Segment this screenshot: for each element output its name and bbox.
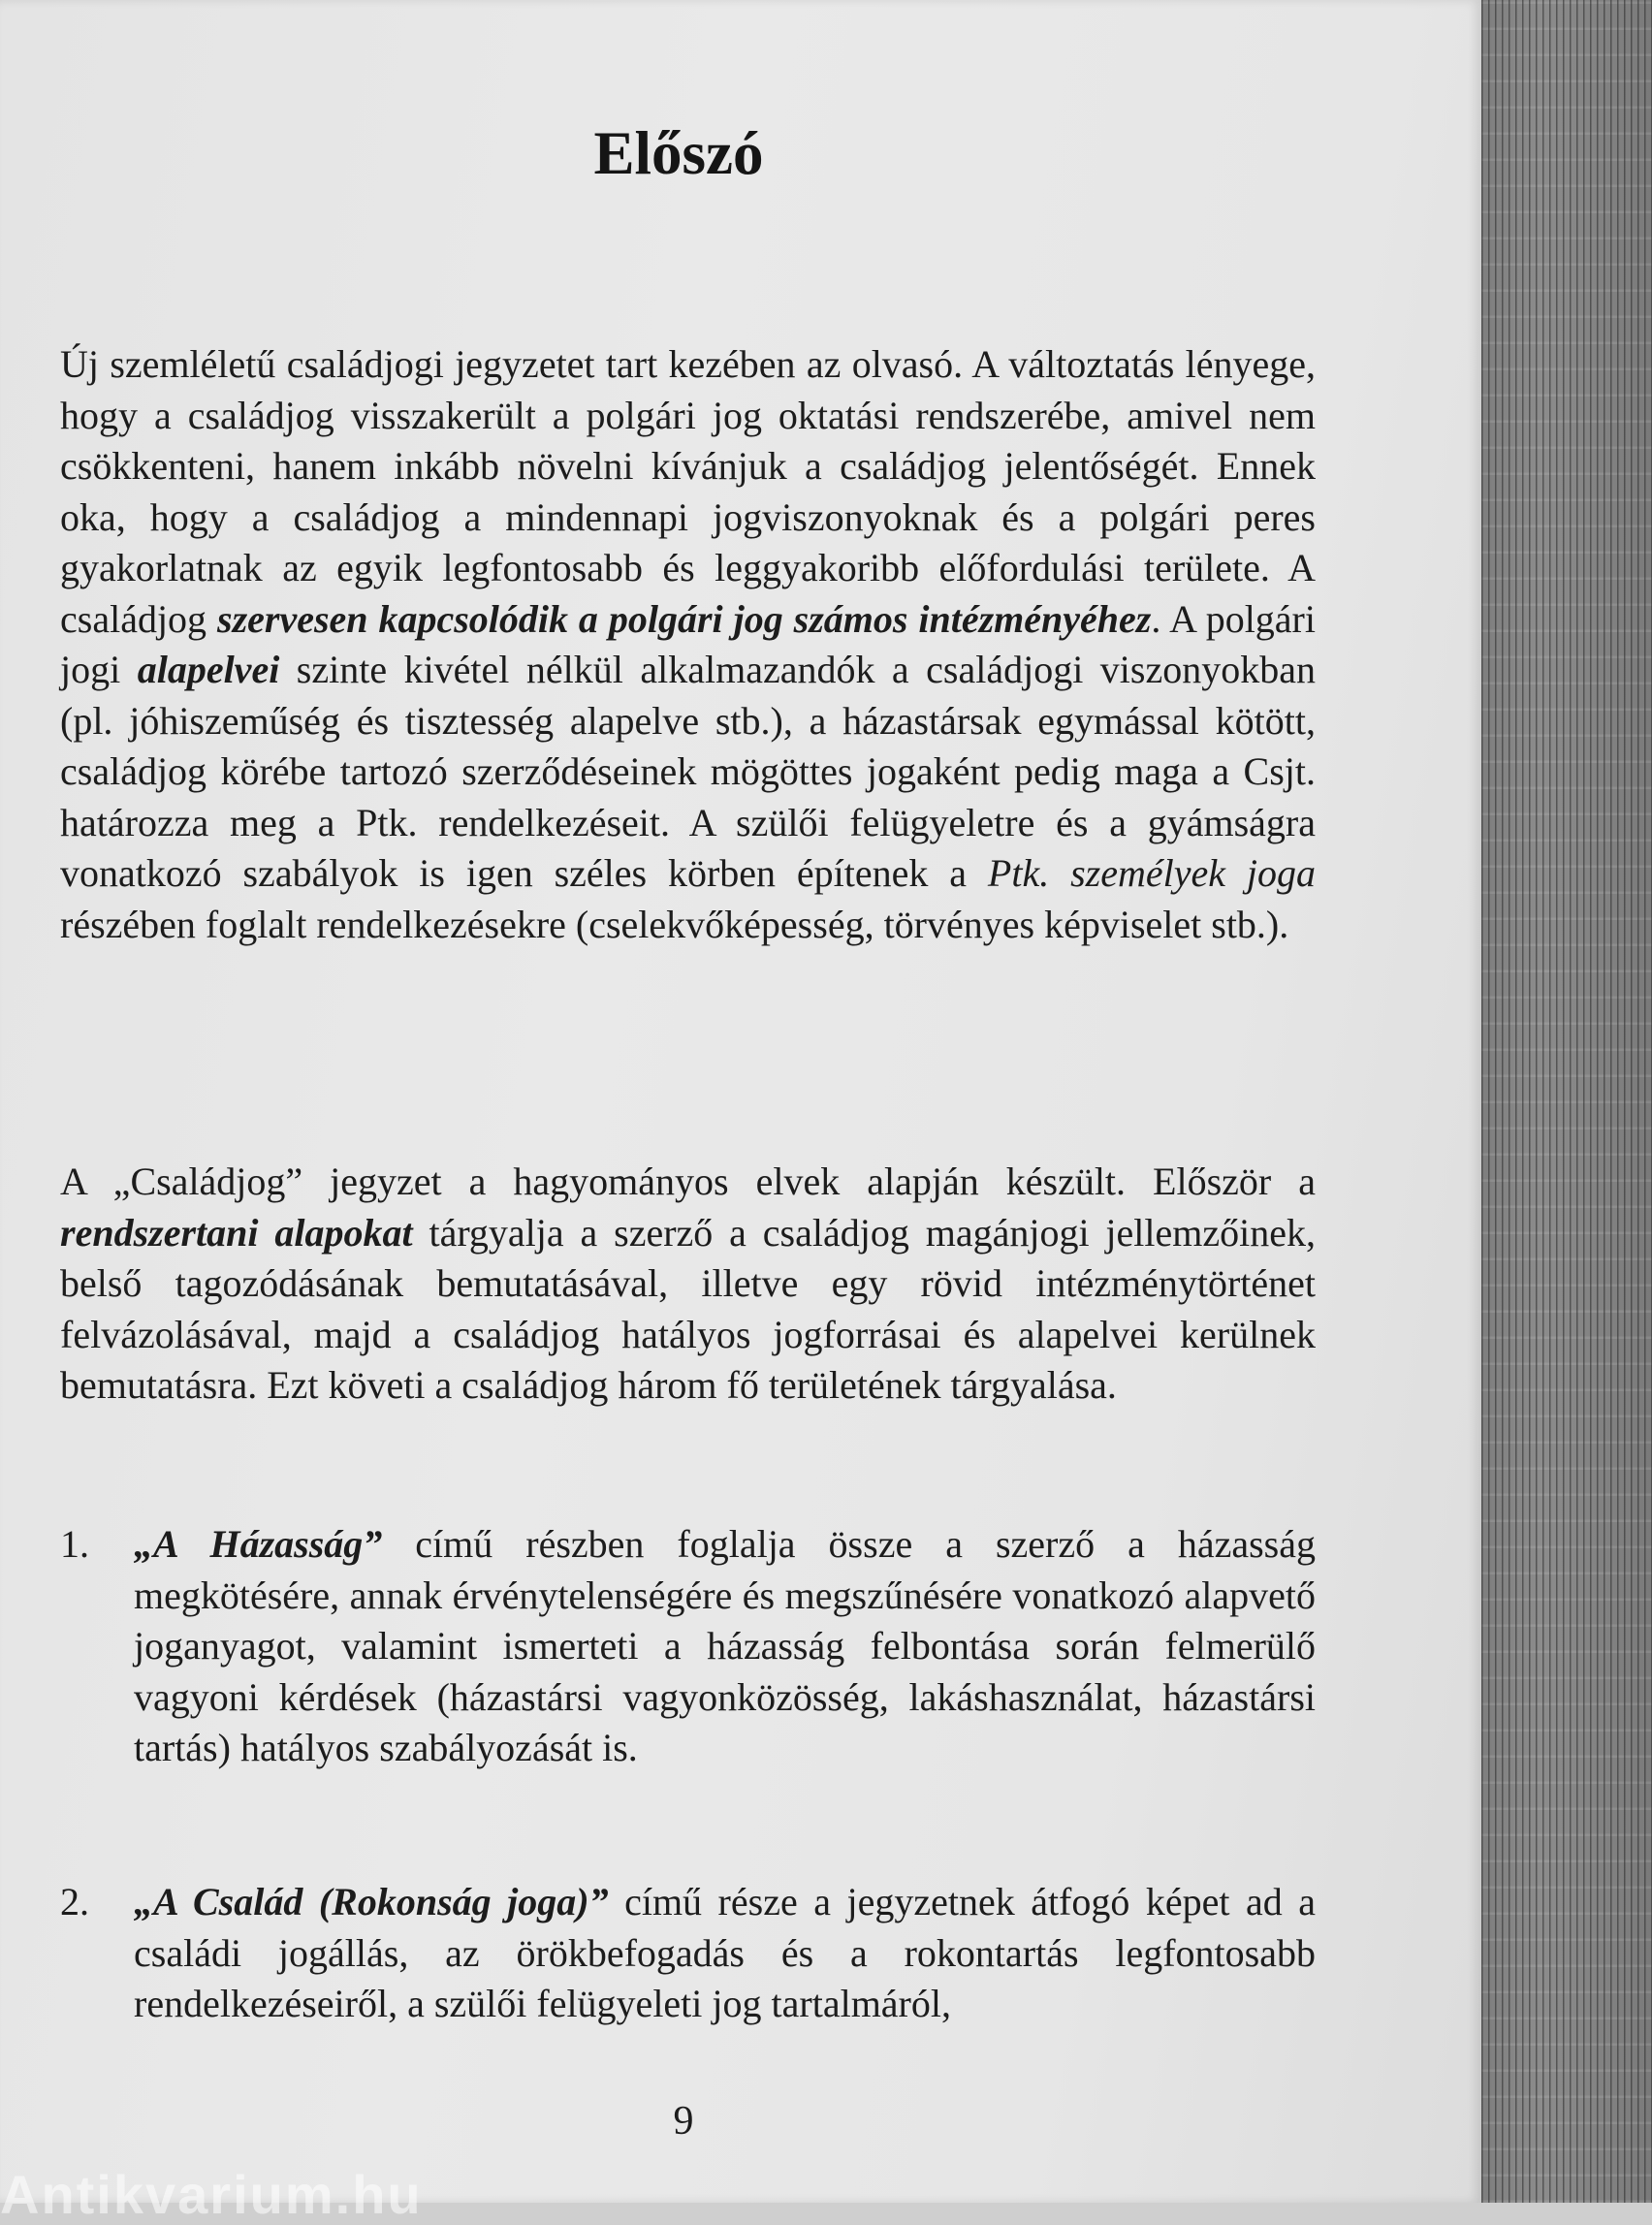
emphasis-text: alapelvei [137, 648, 280, 691]
list-number: 1. [60, 1522, 89, 1566]
paragraph-text: tárgyalja a szerző a családjog magánjogi jellemzőinek, belső tagozódásának bemutatásával, illetve egy rövid intézménytörténet felvázolásával, majd a családjog hatályos jogforrásai és alapelvei kerülnek bemutatásra. Ezt követi a családjog három fő területének tárgyalása. [60, 1210, 1317, 1407]
list-number: 2. [60, 1880, 89, 1923]
page-number: 9 [673, 2099, 694, 2144]
emphasis-text: „A Család (Rokonság joga)” [134, 1880, 609, 1923]
paragraph-text: Új szemléletű családjogi jegyzetet tart kezében az olvasó. A változtatás lényege, hogy a családjog visszakerült a polgári jog oktatási rendszerébe, amivel nem csökkenteni, hanem inkább növelni kívánjuk a családjog jelentőségét. Ennek oka, hogy a családjog a mindennapi jogviszonyoknak és a polgári peres gyakorlatnak az egyik legfontosabb és leggyakoribb előfordulási területe. A családjog [60, 342, 1316, 641]
page-title: Előszó [593, 119, 764, 187]
paragraph-text: A „Családjog” jegyzet a hagyományos elvek alapján készült. Először a [60, 1160, 1316, 1203]
emphasis-text: „A Házasság” [134, 1522, 383, 1566]
intro-paragraph [60, 339, 1316, 950]
emphasis-text: szervesen kapcsolódik a polgári jog számos intézményéhez [217, 596, 1152, 641]
list-text [134, 1519, 1316, 1774]
paragraph-text: részében foglalt rendelkezésekre (cselekvőképesség, törvényes képviselet stb.). [60, 902, 1289, 946]
italic-text: Ptk. személyek joga [987, 851, 1316, 895]
emphasis-text: rendszertani alapokat [60, 1210, 413, 1255]
watermark: Antikvarium.hu [0, 2164, 423, 2225]
paragraph-text: . A polgári jogi [60, 596, 1316, 691]
page-stack-edge [1481, 0, 1652, 2203]
overview-paragraph [60, 1157, 1316, 1412]
paragraph-text: című része a jegyzetnek átfogó képet ad a családi jogállás, az örökbefogadás és a rokontartás legfontosabb rendelkezéseiről, a szülői felügyeleti jog tartalmáról, [134, 1880, 1316, 2025]
paragraph-text: című részben foglalja össze a szerző a házasság megkötésére, annak érvénytelenségére és megszűnésére vonatkozó alapvető joganyagot, valamint ismerteti a házasság felbontása során felmerülő vagyoni kérdések (házastársi vagyonközösség, lakáshasználat, házastársi tartás) hatályos szabályozását is. [134, 1522, 1316, 1769]
paragraph-text: szinte kivétel nélkül alkalmazandók a családjogi viszonyokban (pl. jóhiszeműség és tisztesség alapelve stb.), a házastársak egymással kötött, családjog körébe tartozó szerződéseinek mögöttes jogaként pedig maga a Csjt. határozza meg a Ptk. rendelkezéseit. A szülői felügyeletre és a gyámságra vonatkozó szabályok is igen széles körben építenek a [60, 648, 1316, 895]
list-text [134, 1877, 1316, 2030]
